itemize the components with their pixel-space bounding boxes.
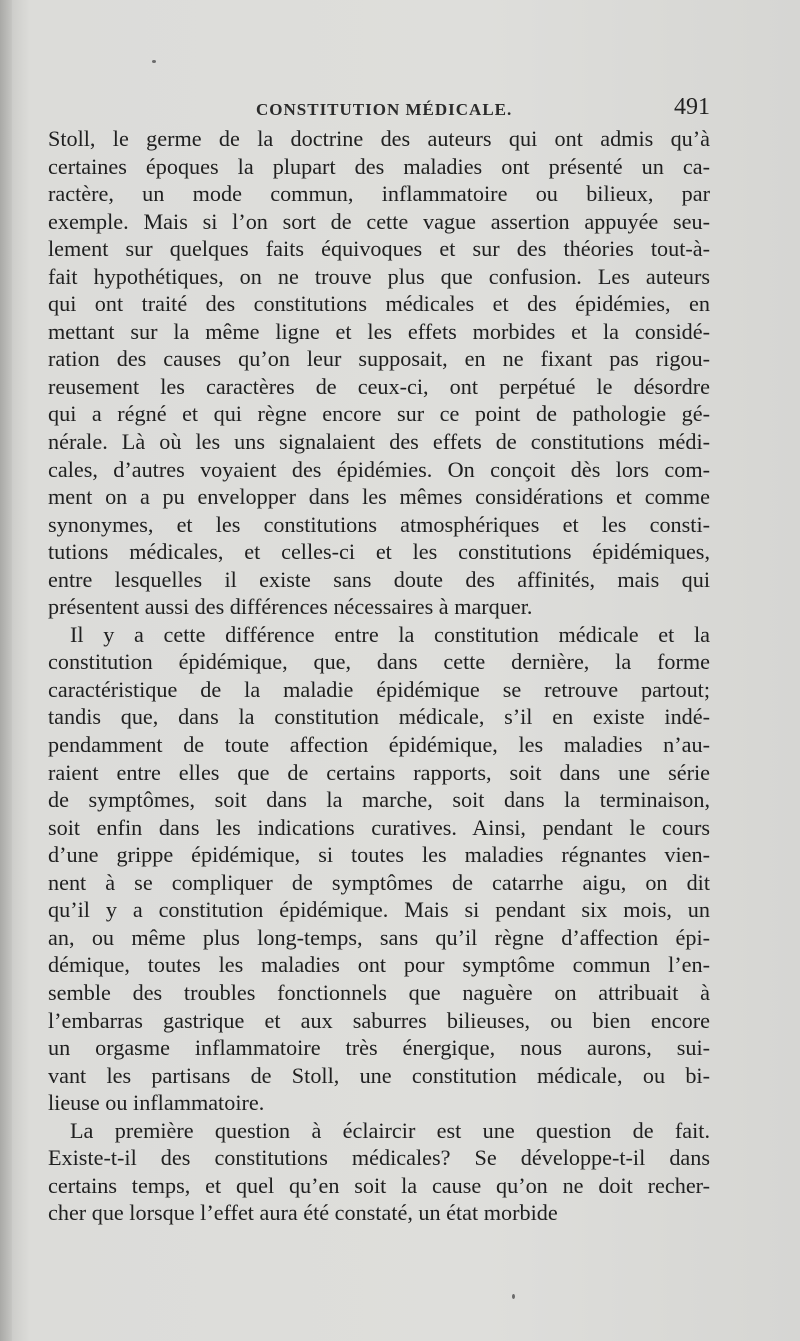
text-line: raient entre elles que de certains rapports, soit dans une série — [48, 759, 710, 785]
text-line: cher que lorsque l’effet aura été constaté, un état morbide — [48, 1200, 558, 1226]
text-line: un orgasme inflammatoire très énergique, nous aurons, sui- — [48, 1035, 710, 1061]
print-speck — [512, 1294, 515, 1299]
text-line: fait hypothétiques, on ne trouve plus que confusion. Les auteurs — [48, 263, 710, 289]
text-line: Stoll, le germe de la doctrine des auteurs qui ont admis qu’à — [48, 126, 710, 151]
page-gutter-shadow — [0, 0, 12, 1341]
text-line: cales, d’autres voyaient des épidémies. On conçoit dès lors com- — [48, 456, 710, 482]
text-line: an, ou même plus long-temps, sans qu’il règne d’affection épi- — [48, 924, 710, 950]
text-line: certains temps, et quel qu’en soit la cause qu’on ne doit recher- — [48, 1172, 710, 1198]
text-line: tandis que, dans la constitution médicale, s’il en existe indé- — [48, 704, 710, 730]
text-line: lieuse ou inflammatoire. — [48, 1090, 265, 1116]
text-line: Existe-t-il des constitutions médicales? Se développe-t-il dans — [48, 1145, 710, 1171]
text-line: semble des troubles fonctionnels que naguère on attribuait à — [48, 979, 710, 1005]
text-line: ment on a pu envelopper dans les mêmes considérations et comme — [48, 484, 710, 510]
text-line: présentent aussi des différences nécessaires à marquer. — [48, 594, 533, 620]
text-line: entre lesquelles il existe sans doute des affinités, mais qui — [48, 566, 710, 592]
text-line: soit enfin dans les indications curatives. Ainsi, pendant le cours — [48, 814, 710, 840]
text-line: pendamment de toute affection épidémique, les maladies n’au- — [48, 732, 710, 758]
text-line: nent à se compliquer de symptômes de catarrhe aigu, on dit — [48, 869, 710, 895]
text-line: lement sur quelques faits équivoques et sur des théories tout-à- — [48, 236, 710, 262]
text-line: exemple. Mais si l’on sort de cette vague assertion appuyée seu- — [48, 208, 710, 234]
text-line: de symptômes, soit dans la marche, soit dans la terminaison, — [48, 787, 710, 813]
text-line: caractéristique de la maladie épidémique se retrouve partout; — [48, 676, 710, 702]
text-line: ractère, un mode commun, inflammatoire ou bilieux, par — [48, 181, 710, 207]
text-line: Il y a cette différence entre la constitution médicale et la — [70, 621, 710, 647]
text-line: nérale. Là où les uns signalaient des effets de constitutions médi- — [48, 429, 710, 455]
text-line: vant les partisans de Stoll, une constitution médicale, ou bi- — [48, 1062, 710, 1088]
text-line: constitution épidémique, que, dans cette dernière, la forme — [48, 649, 710, 675]
text-line: démique, toutes les maladies ont pour symptôme commun l’en- — [48, 952, 710, 978]
text-line: La première question à éclaircir est une question de fait. — [70, 1117, 710, 1143]
text-line: reusement les caractères de ceux-ci, ont perpétué le désordre — [48, 373, 710, 399]
paragraph — [48, 125, 710, 621]
text-line: qui ont traité des constitutions médicales et des épidémies, en — [48, 291, 710, 317]
paragraph — [48, 1117, 710, 1227]
text-line: qu’il y a constitution épidémique. Mais si pendant six mois, un — [48, 897, 710, 923]
paragraph — [48, 621, 710, 1117]
page-header — [48, 92, 710, 126]
text-line: certaines époques la plupart des maladies ont présenté un ca- — [48, 153, 710, 179]
text-line: ration des causes qu’on leur supposait, en ne fixant pas rigou- — [48, 346, 710, 372]
page-number: 491 — [674, 94, 710, 120]
text-line: tutions médicales, et celles-ci et les constitutions épidémiques, — [48, 539, 710, 565]
text-line: synonymes, et les constitutions atmosphériques et les consti- — [48, 511, 710, 537]
text-line: l’embarras gastrique et aux saburres bilieuses, ou bien encore — [48, 1007, 710, 1033]
text-line: qui a régné et qui règne encore sur ce point de pathologie gé- — [48, 401, 710, 427]
text-line: mettant sur la même ligne et les effets morbides et la considé- — [48, 318, 710, 344]
running-head: CONSTITUTION MÉDICALE. — [256, 100, 513, 119]
body-text — [48, 125, 710, 1227]
text-line: d’une grippe épidémique, si toutes les maladies régnantes vien- — [48, 842, 710, 868]
print-speck — [152, 60, 156, 63]
